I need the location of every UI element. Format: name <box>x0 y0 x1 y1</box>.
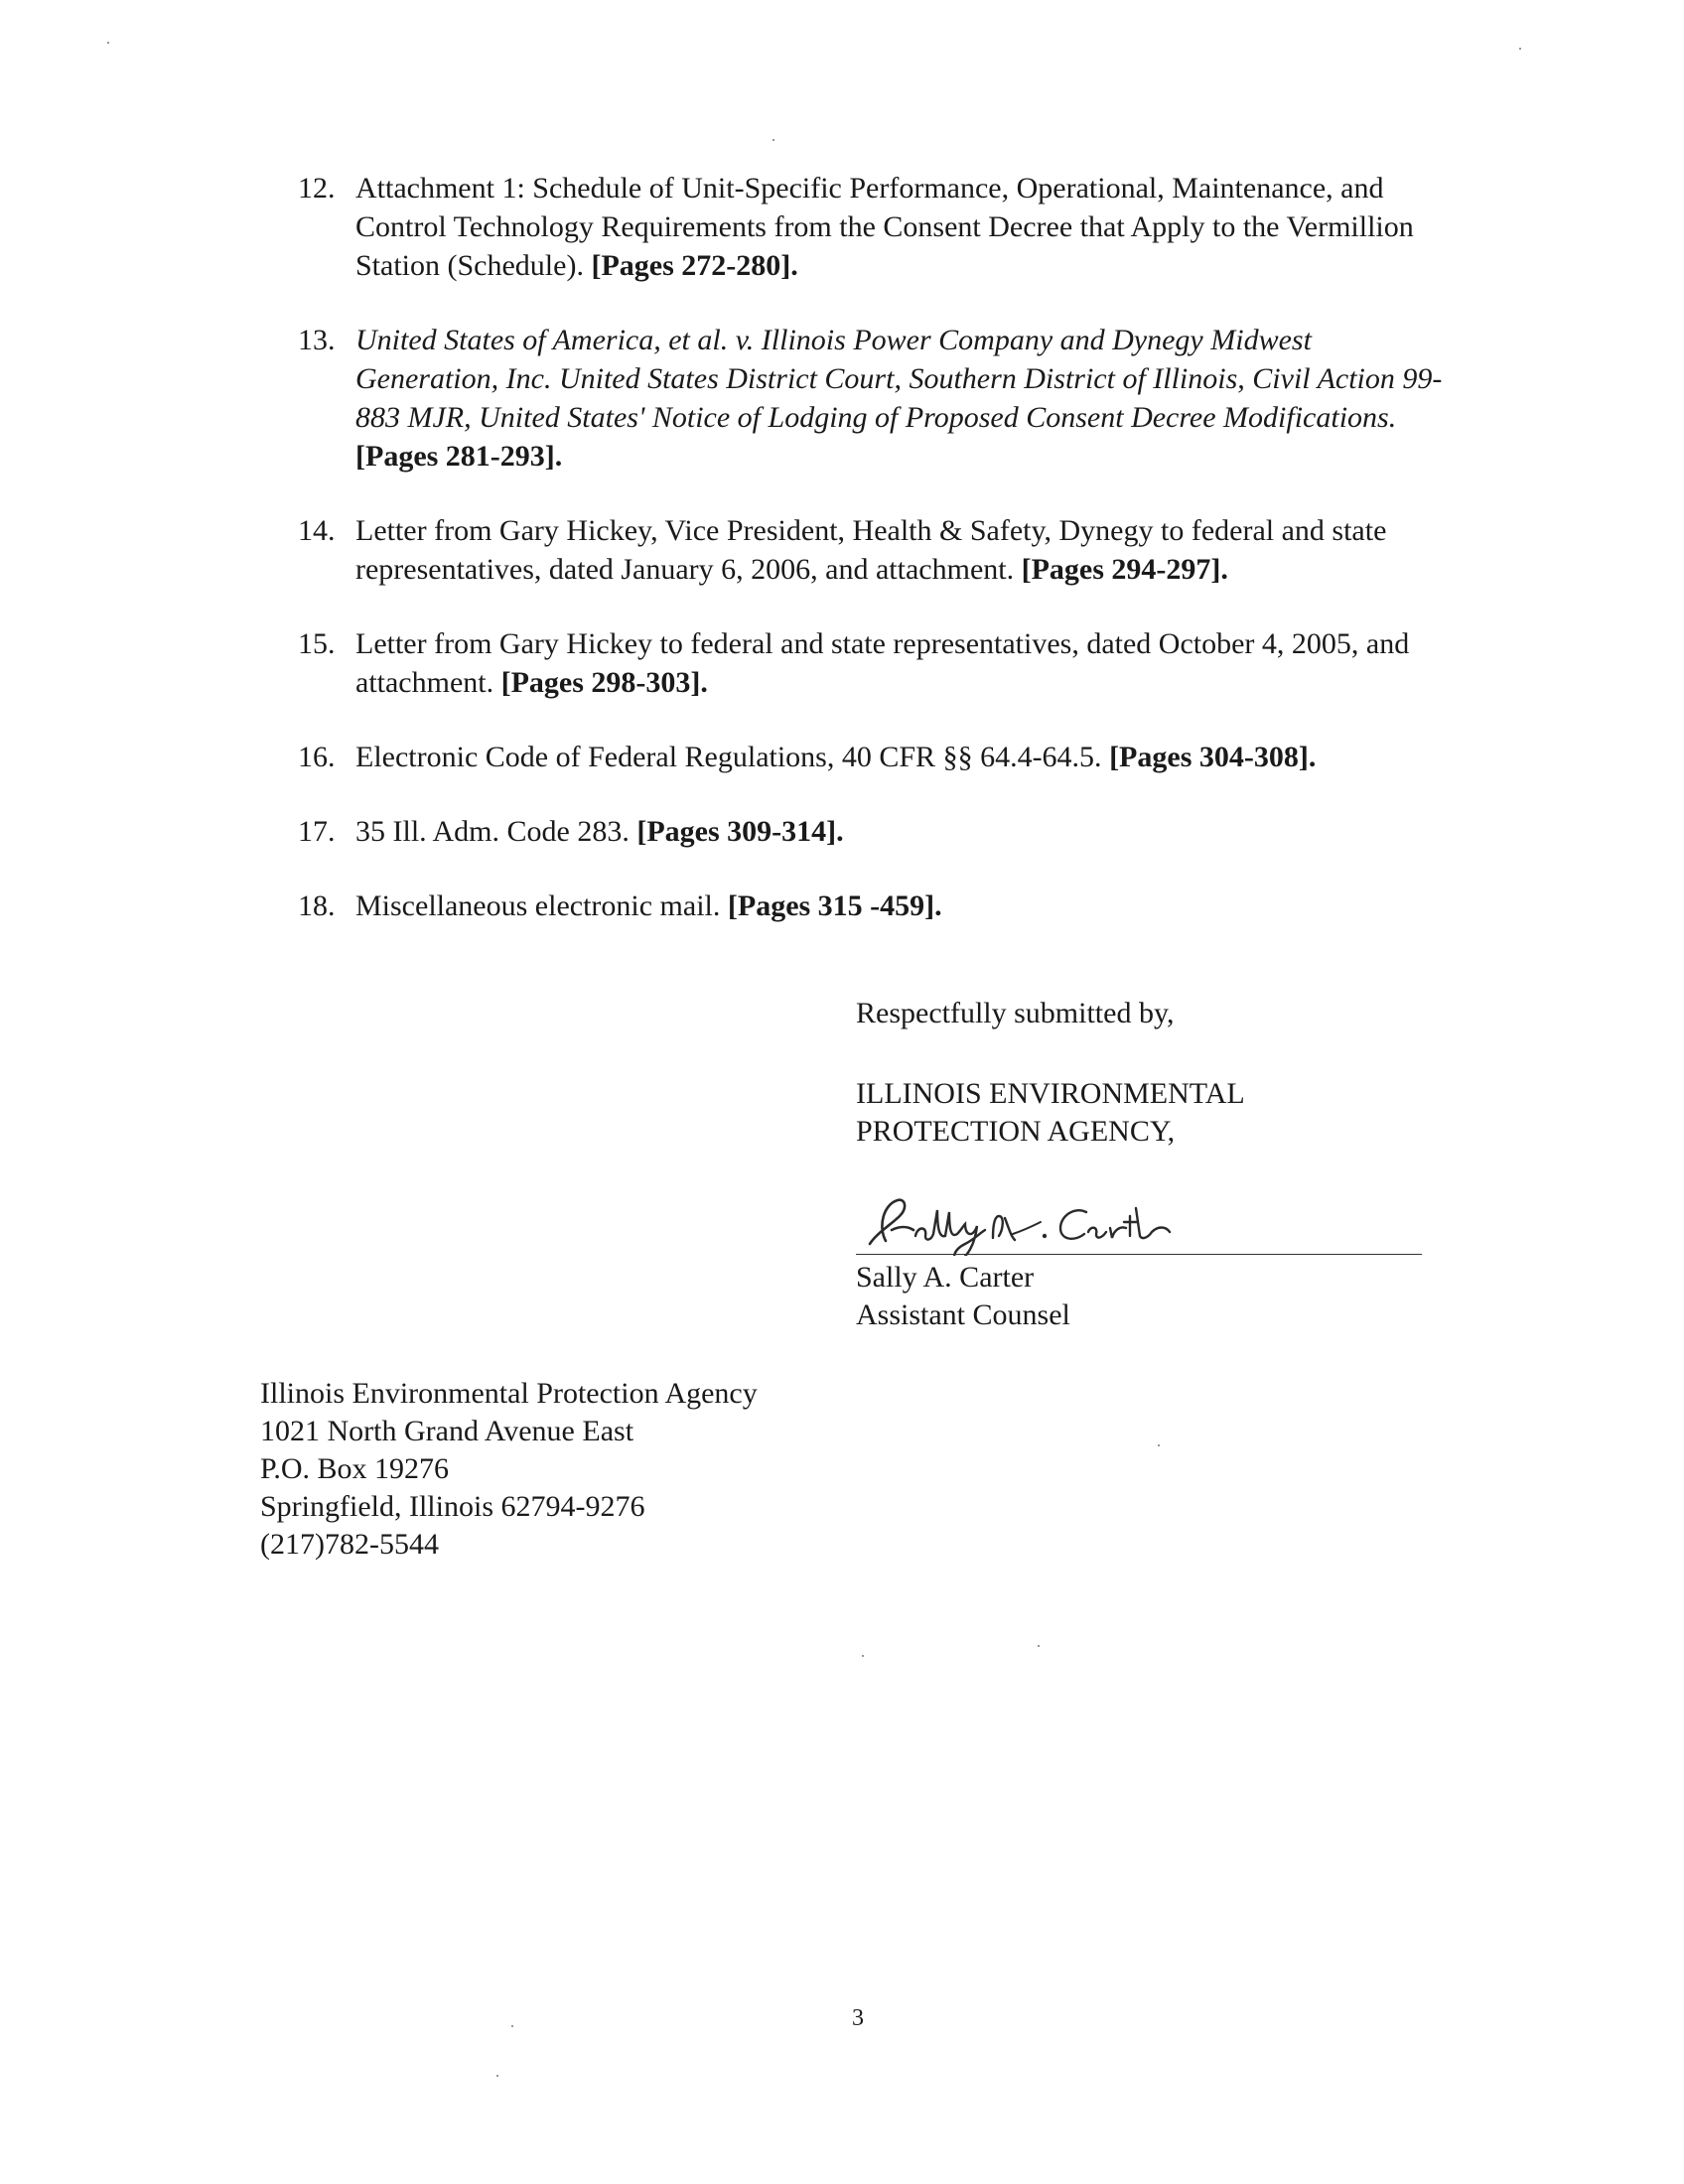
item-text: Miscellaneous electronic mail. <box>355 889 728 922</box>
attachment-list <box>298 169 1450 961</box>
scan-speck <box>107 42 109 44</box>
item-number: 14. <box>298 514 336 547</box>
agency-name-block <box>856 1075 1245 1151</box>
item-page-reference: [Pages 309-314]. <box>636 815 844 848</box>
agency-name-line-2: PROTECTION AGENCY, <box>856 1115 1176 1148</box>
list-item <box>298 738 1450 776</box>
item-text: Letter from Gary Hickey to federal and state representatives, dated October 4, 2005, and attachment. <box>355 627 1410 699</box>
item-text: Electronic Code of Federal Regulations, 40 CFR §§ 64.4-64.5. <box>355 741 1110 773</box>
item-page-reference: [Pages 298-303]. <box>500 666 708 699</box>
list-item <box>298 169 1450 285</box>
scan-speck <box>1519 48 1521 50</box>
agency-name-line-1: ILLINOIS ENVIRONMENTAL <box>856 1077 1245 1110</box>
item-number: 18. <box>298 889 336 922</box>
address-line-2: 1021 North Grand Avenue East <box>260 1415 634 1447</box>
page-number: 3 <box>852 2005 864 2031</box>
address-line-5: (217)782-5544 <box>260 1528 439 1561</box>
list-item <box>298 812 1450 851</box>
signer-block <box>856 1259 1070 1334</box>
scan-speck <box>496 2075 498 2077</box>
item-number: 17. <box>298 815 336 848</box>
item-number: 13. <box>298 324 336 356</box>
scan-speck <box>772 139 774 141</box>
item-text: United States of America, et al. v. Illinois Power Company and Dynegy Midwest Generation, Inc. United States District Court, Southern District of Illinois, Civil Action 99-883 MJR, United States' Notice of Lodging of Proposed Consent Decree Modifications. <box>355 324 1443 434</box>
signer-name: Sally A. Carter <box>856 1261 1035 1294</box>
signer-title: Assistant Counsel <box>856 1298 1070 1331</box>
item-text: Letter from Gary Hickey, Vice President, Health & Safety, Dynegy to federal and state representatives, dated January 6, 2006, and attachment. <box>355 514 1387 586</box>
list-item <box>298 624 1450 702</box>
item-number: 15. <box>298 627 336 660</box>
item-text: Attachment 1: Schedule of Unit-Specific Performance, Operational, Maintenance, and Control Technology Requirements from the Consent Decree that Apply to the Vermillion Station (Schedule). <box>355 172 1414 282</box>
item-number: 16. <box>298 741 336 773</box>
item-number: 12. <box>298 172 336 205</box>
item-page-reference: [Pages 315 -459]. <box>727 889 942 922</box>
scan-speck <box>862 1655 864 1657</box>
address-line-1: Illinois Environmental Protection Agency <box>260 1377 758 1410</box>
closing-salutation <box>856 995 1175 1032</box>
submitted-by-text: Respectfully submitted by, <box>856 997 1175 1029</box>
handwritten-signature-icon <box>856 1186 1422 1256</box>
list-item <box>298 887 1450 925</box>
agency-address <box>260 1375 758 1564</box>
scan-speck <box>511 2025 513 2027</box>
signature <box>856 1186 1422 1256</box>
scan-speck <box>1158 1444 1160 1446</box>
item-page-reference: [Pages 294-297]. <box>1021 553 1228 586</box>
item-page-reference: [Pages 272-280]. <box>591 249 798 282</box>
item-page-reference: [Pages 304-308]. <box>1109 741 1317 773</box>
list-item <box>298 511 1450 589</box>
list-item <box>298 321 1450 476</box>
signature-line <box>856 1254 1422 1255</box>
address-line-4: Springfield, Illinois 62794-9276 <box>260 1490 645 1523</box>
scan-speck <box>1038 1645 1040 1647</box>
item-page-reference: [Pages 281-293]. <box>355 440 563 473</box>
item-text: 35 Ill. Adm. Code 283. <box>355 815 637 848</box>
address-line-3: P.O. Box 19276 <box>260 1452 450 1485</box>
